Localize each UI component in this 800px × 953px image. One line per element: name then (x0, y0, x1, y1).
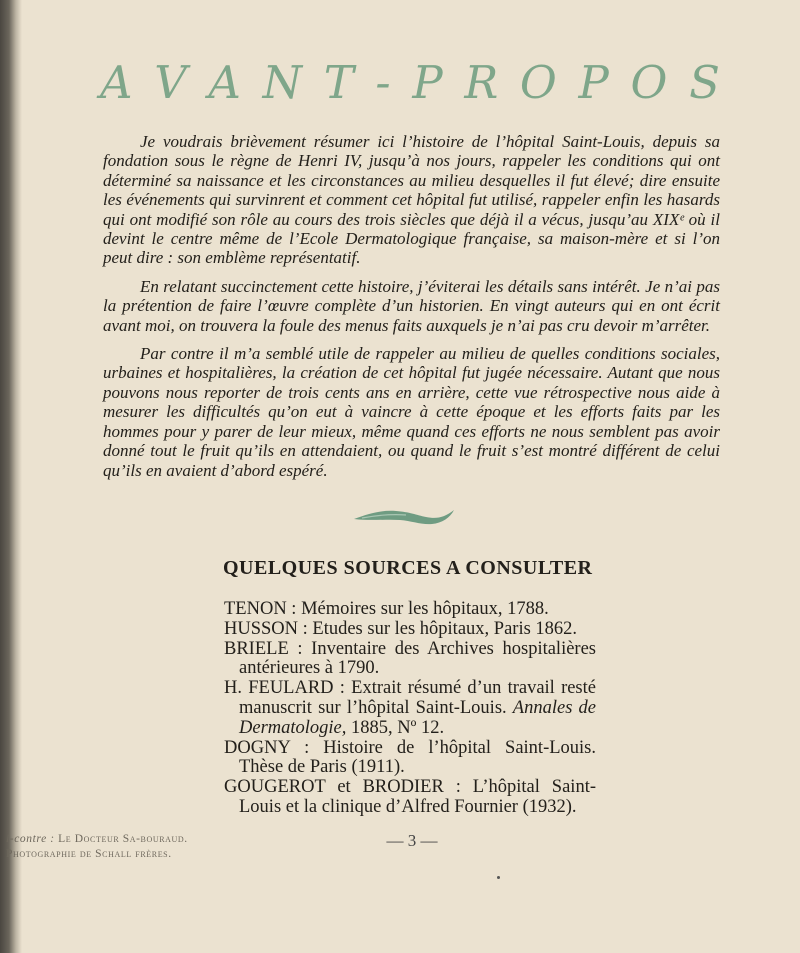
title-letter: P (412, 56, 443, 109)
source-item: TENON : Mémoires sur les hôpitaux, 1788. (224, 599, 549, 619)
sources-list (224, 600, 596, 818)
foreword-paragraph: Par contre il m’a semblé utile de rappeler au milieu de quelles conditions sociales, urbaines et hospitalières, la création de cet hôpital fut jugée nécessaire. Autant que nous pouvons nous reporter de trois cents ans en arrière, cette vue rétrospective nous aide à mesurer les difficultés qu’on eut à vaincre à cette époque et les efforts faits par les hommes pour y parer de leur mieux, même quand ces efforts ne nous semblent pas avoir donné tout le fruit qu’ils en attendaient, ou quand le fruit s’est montré différent de celui qu’ils en avaient d’abord espéré. (103, 344, 720, 480)
title-letter: S (689, 56, 720, 109)
page-number: — 3 — (386, 831, 438, 850)
title-letter: A (100, 56, 133, 109)
sources-heading: QUELQUES SOURCES A CONSULTER (223, 557, 593, 579)
title-letter: V (154, 56, 187, 109)
title-letter: A (208, 56, 241, 109)
title-letter: P (578, 56, 609, 109)
foreword-text (103, 132, 720, 489)
title-letter: R (464, 56, 499, 109)
page-binding-edge (0, 0, 22, 953)
title-letter: T (323, 56, 354, 109)
title-letter: - (375, 56, 391, 109)
foreword-paragraph: Je voudrais brièvement résumer ici l’histoire de l’hôpital Saint-Louis, depuis sa fondation sous le règne de Henri IV, jusqu’à nos jours, rappeler les conditions qui ont déterminé sa naissance et les circonstances au milieu desquelles il fut élevé; dire ensuite les événements qui survinrent et comment cet hôpital fut utilisé, rappeler enfin les hasards qui ont modifié son rôle au cours des trois siècles que déjà il a vécus, jusqu’au XIXᵉ où il devint le centre même de l’Ecole Dermatologique française, sa maison-mère et si l’on peut dire : son emblème représentatif. (103, 132, 720, 268)
title-letter: N (262, 56, 302, 109)
caption-lead: i-contre : (6, 833, 55, 845)
source-item: H. FEULARD : Extrait résumé d’un travail resté manuscrit sur l’hôpital Saint-Louis. Annales de Dermatologie, 1885, Nº 12. (224, 678, 597, 738)
source-item: GOUGEROT et BRODIER : L’hôpital Saint-Louis et la clinique d’Alfred Fournier (1932). (224, 777, 596, 817)
photo-caption (6, 832, 202, 862)
title-letter: O (519, 56, 557, 109)
caption-text: Le Docteur Sa-bouraud. Photographie de Schall frères. (6, 833, 188, 860)
source-item: BRIELE : Inventaire des Archives hospitalières antérieures à 1790. (224, 638, 596, 679)
ink-speck (497, 876, 500, 879)
source-item: HUSSON : Etudes sur les hôpitaux, Paris 1862. (224, 618, 578, 639)
brush-stroke-ornament-icon (352, 506, 456, 528)
source-item: DOGNY : Histoire de l’hôpital Saint-Louis. Thèse de Paris (1911). (224, 737, 596, 778)
title-letter: O (630, 56, 668, 109)
page-title (100, 56, 720, 109)
foreword-paragraph: En relatant succinctement cette histoire, j’éviterai les détails sans intérêt. Je n’ai pas la prétention de faire l’œuvre complète d’un historien. En vingt auteurs qui en ont écrit avant moi, on trouvera la foule des menus faits auxquels je n’ai pas cru devoir m’arrêter. (103, 276, 720, 335)
